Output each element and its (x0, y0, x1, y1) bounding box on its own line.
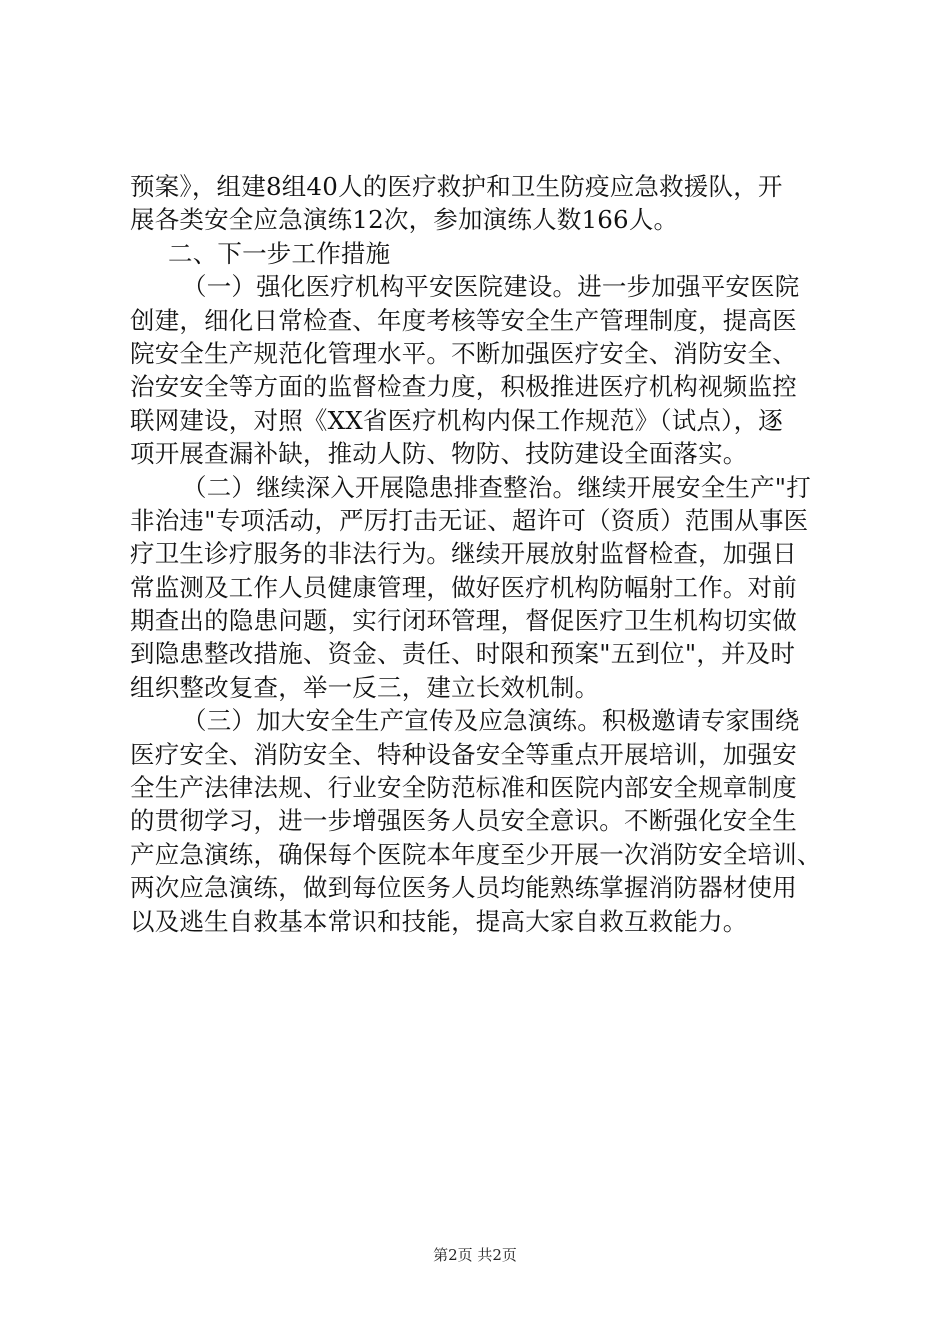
text-line: 非治违"专项活动，严厉打击无证、超许可（资质）范围从事医 (130, 505, 809, 535)
text-line: 院安全生产规范化管理水平。不断加强医疗安全、消防安全、 (130, 338, 797, 368)
para-item-1 (130, 270, 830, 470)
text-line: 创建，细化日常检查、年度考核等安全生产管理制度，提高医 (130, 305, 797, 335)
text-line: 期查出的隐患问题，实行闭环管理，督促医疗卫生机构切实做 (130, 606, 797, 636)
text-line: 组织整改复查，举一反三，建立长效机制。 (130, 672, 600, 702)
text-line: 预案》，组建8组40人的医疗救护和卫生防疫应急救援队，开 (130, 172, 783, 201)
text-line: 治安安全等方面的监督检查力度，积极推进医疗机构视频监控 (130, 372, 797, 402)
para-continuation (130, 170, 830, 237)
text-line: 的贯彻学习，进一步增强医务人员安全意识。不断强化安全生 (130, 806, 797, 836)
text-line: （三）加大安全生产宣传及应急演练。积极邀请专家围绕 (182, 706, 800, 736)
text-line: 展各类安全应急演练12次，参加演练人数166人。 (130, 205, 679, 235)
text-line: 以及逃生自救基本常识和技能，提高大家自救互救能力。 (130, 906, 748, 936)
text-line: （一）强化医疗机构平安医院建设。进一步加强平安医院 (182, 272, 800, 302)
text-line: 到隐患整改措施、资金、责任、时限和预案"五到位"，并及时 (130, 639, 796, 669)
text-line: 常监测及工作人员健康管理，做好医疗机构防幅射工作。对前 (130, 572, 797, 602)
text-line: 医疗安全、消防安全、特种设备安全等重点开展培训，加强安 (130, 739, 797, 769)
section-heading-next-steps (130, 237, 830, 270)
page-number: 第2页 共2页 (433, 1246, 517, 1264)
text-line: 两次应急演练，做到每位医务人员均能熟练掌握消防器材使用 (130, 873, 797, 903)
para-item-3 (130, 704, 830, 938)
para-item-2 (130, 471, 830, 705)
text-line: 疗卫生诊疗服务的非法行为。继续开展放射监督检查，加强日 (130, 539, 797, 569)
page-footer (0, 1245, 950, 1265)
document-body (130, 170, 830, 938)
section-heading: 二、下一步工作措施 (168, 238, 391, 268)
text-line: 联网建设，对照《XX省医疗机构内保工作规范》（试点），逐 (130, 405, 783, 435)
text-line: 项开展查漏补缺，推动人防、物防、技防建设全面落实。 (130, 439, 748, 469)
text-line: 全生产法律法规、行业安全防范标准和医院内部安全规章制度 (130, 773, 797, 803)
text-line: （二）继续深入开展隐患排查整治。继续开展安全生产"打 (182, 472, 811, 502)
text-line: 产应急演练，确保每个医院本年度至少开展一次消防安全培训、 (130, 839, 822, 869)
